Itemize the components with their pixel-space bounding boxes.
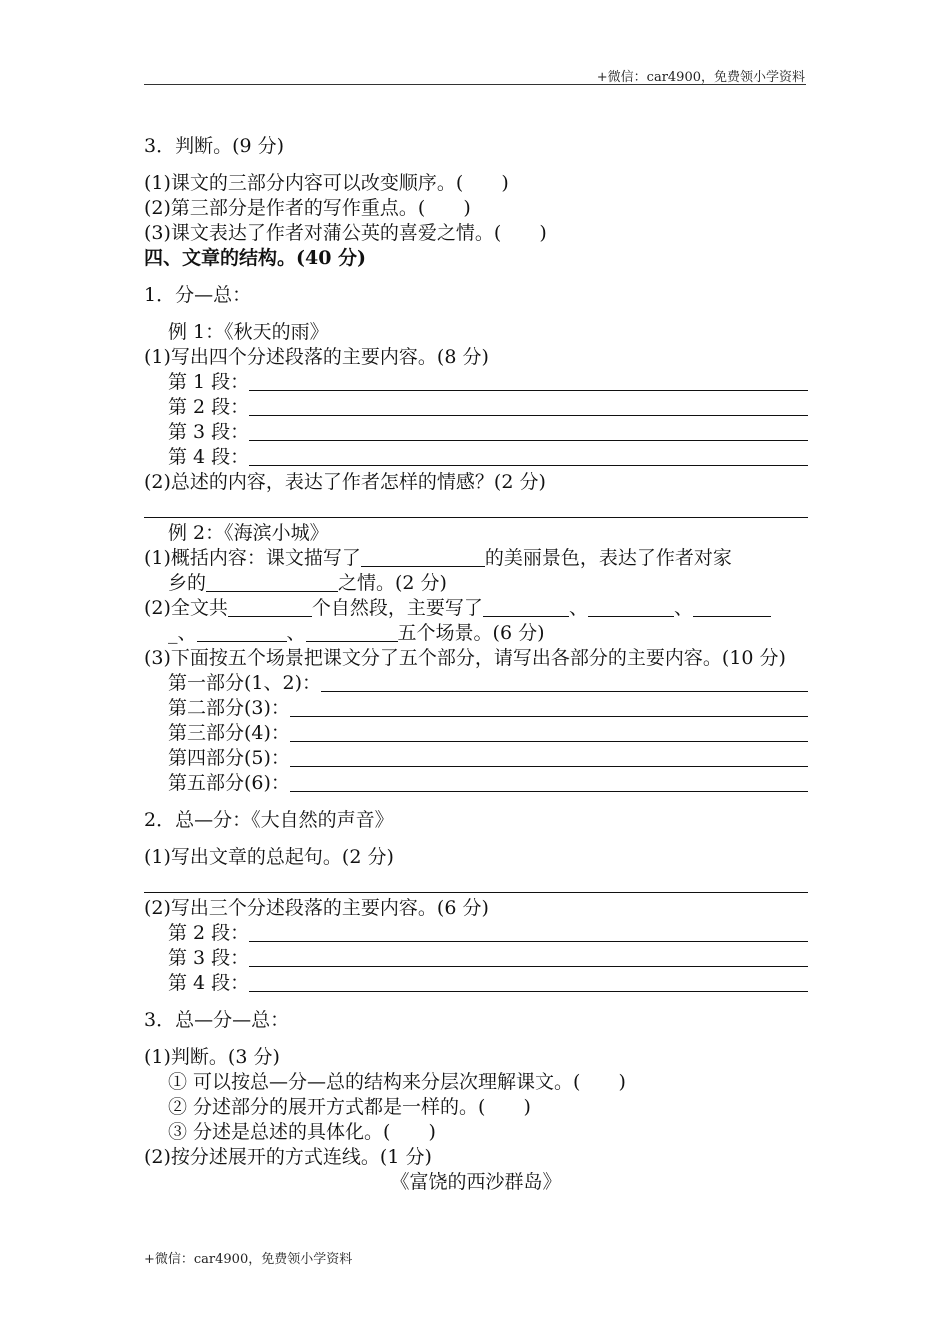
example2-q2-sep-1: 、 bbox=[568, 597, 588, 619]
example2-title: 例 2：《海滨小城》 bbox=[168, 522, 329, 544]
example2-q2-sep-2: 、 bbox=[673, 597, 693, 619]
part3-q2: (2)按分述展开的方式连线。(1 分) bbox=[144, 1146, 432, 1168]
example2-q2-line2 bbox=[144, 621, 808, 646]
part2-title: 2．总—分：《大自然的声音》 bbox=[144, 809, 394, 831]
example2-q2-blank-scene-1[interactable] bbox=[483, 598, 569, 617]
example2-part-1-answer-line[interactable] bbox=[321, 673, 808, 692]
example2-part-2-label: 第二部分(3)： bbox=[168, 697, 290, 719]
part2-para-4-answer-line[interactable] bbox=[249, 973, 808, 992]
part2-q1-answer-line[interactable] bbox=[144, 870, 808, 893]
part3-item-2: ② 分述部分的展开方式都是一样的。( ) bbox=[168, 1096, 531, 1118]
example1-para-3-row bbox=[144, 420, 808, 445]
example2-q2-text-c: _、 bbox=[168, 622, 197, 644]
example2-part-3-label: 第三部分(4)： bbox=[168, 722, 290, 744]
q3-judge-item-1: (1)课文的三部分内容可以改变顺序。( ) bbox=[144, 172, 509, 194]
example1-para-4-row bbox=[144, 445, 808, 470]
part3-item-1: ① 可以按总—分—总的结构来分层次理解课文。( ) bbox=[168, 1071, 626, 1093]
part2-para-3-answer-line[interactable] bbox=[249, 948, 808, 967]
example2-part-1-row bbox=[144, 671, 808, 696]
example2-part-5-row bbox=[144, 771, 808, 796]
part2-para-2-answer-line[interactable] bbox=[249, 923, 808, 942]
example2-q1-text-a: (1)概括内容：课文描写了 bbox=[144, 547, 361, 569]
example2-q2-text-a: (2)全文共 bbox=[144, 597, 228, 619]
part2-q1: (1)写出文章的总起句。(2 分) bbox=[144, 846, 394, 868]
part1-title: 1．分—总： bbox=[144, 284, 252, 306]
part3-title: 3．总—分—总： bbox=[144, 1009, 290, 1031]
example2-q1-text-d: 之情。(2 分) bbox=[338, 572, 447, 594]
example1-para-1-row bbox=[144, 370, 808, 395]
example2-q2-blank-scene-4[interactable] bbox=[197, 623, 287, 642]
q3-judge-item-2: (2)第三部分是作者的写作重点。( ) bbox=[144, 197, 471, 219]
example2-q2-blank-scene-3[interactable] bbox=[693, 598, 771, 617]
example2-q1-blank-1[interactable] bbox=[361, 548, 485, 567]
example2-part-5-label: 第五部分(6)： bbox=[168, 772, 290, 794]
part2-para-4-label: 第 4 段： bbox=[168, 972, 250, 994]
example2-q2-blank-scene-5[interactable] bbox=[306, 623, 398, 642]
part2-para-3-label: 第 3 段： bbox=[168, 947, 250, 969]
part3-book-title: 《富饶的西沙群岛》 bbox=[390, 1171, 562, 1193]
example1-para-4-label: 第 4 段： bbox=[168, 446, 250, 468]
section4-title: 四、文章的结构。(40 分) bbox=[144, 247, 367, 269]
example2-q1-line2 bbox=[144, 571, 808, 596]
q3-judge-title: 3．判断。(9 分) bbox=[144, 135, 285, 157]
example2-part-4-row bbox=[144, 746, 808, 771]
part2-para-2-label: 第 2 段： bbox=[168, 922, 250, 944]
example1-para-3-label: 第 3 段： bbox=[168, 421, 250, 443]
example2-q1-line1 bbox=[144, 546, 808, 571]
example2-part-5-answer-line[interactable] bbox=[290, 773, 808, 792]
example1-para-3-answer-line[interactable] bbox=[249, 422, 808, 441]
example1-para-1-answer-line[interactable] bbox=[249, 372, 808, 391]
example2-part-3-row bbox=[144, 721, 808, 746]
example2-q2-blank-count[interactable] bbox=[228, 598, 312, 617]
part2-para-3-row bbox=[144, 946, 808, 971]
example2-q2-text-b: 个自然段，主要写了 bbox=[311, 597, 483, 619]
example2-q2-sep-3: 、 bbox=[286, 622, 306, 644]
example2-part-4-answer-line[interactable] bbox=[290, 748, 808, 767]
example1-para-1-label: 第 1 段： bbox=[168, 371, 250, 393]
example2-part-1-label: 第一部分(1、2)： bbox=[168, 672, 322, 694]
example2-part-2-answer-line[interactable] bbox=[290, 698, 808, 717]
header-rule bbox=[144, 84, 806, 85]
q3-judge-item-3: (3)课文表达了作者对蒲公英的喜爱之情。( ) bbox=[144, 222, 547, 244]
worksheet-content bbox=[144, 134, 808, 1195]
example2-q1-text-c: 乡的 bbox=[168, 572, 207, 594]
example2-q2-line1 bbox=[144, 596, 808, 621]
example1-q2-answer-line[interactable] bbox=[144, 495, 808, 518]
example1-para-4-answer-line[interactable] bbox=[249, 447, 808, 466]
example2-q1-blank-2[interactable] bbox=[206, 573, 338, 592]
example2-part-2-row bbox=[144, 696, 808, 721]
example2-q2-blank-scene-2[interactable] bbox=[588, 598, 674, 617]
part3-q1: (1)判断。(3 分) bbox=[144, 1046, 280, 1068]
example2-part-3-answer-line[interactable] bbox=[290, 723, 808, 742]
example2-part-4-label: 第四部分(5)： bbox=[168, 747, 290, 769]
example1-q2: (2)总述的内容，表达了作者怎样的情感？(2 分) bbox=[144, 471, 546, 493]
part2-para-2-row bbox=[144, 921, 808, 946]
part3-item-3: ③ 分述是总述的具体化。( ) bbox=[168, 1121, 436, 1143]
footer-text: +微信：car4900，免费领小学资料 bbox=[144, 1252, 353, 1267]
header-text: +微信：car4900，免费领小学资料 bbox=[596, 70, 805, 85]
example1-q1: (1)写出四个分述段落的主要内容。(8 分) bbox=[144, 346, 489, 368]
example1-para-2-row bbox=[144, 395, 808, 420]
example2-q2-text-d: 五个场景。(6 分) bbox=[397, 622, 545, 644]
example1-title: 例 1：《秋天的雨》 bbox=[168, 321, 329, 343]
part2-para-4-row bbox=[144, 971, 808, 996]
part2-q2: (2)写出三个分述段落的主要内容。(6 分) bbox=[144, 897, 489, 919]
example1-para-2-label: 第 2 段： bbox=[168, 396, 250, 418]
example2-q3: (3)下面按五个场景把课文分了五个部分，请写出各部分的主要内容。(10 分) bbox=[144, 647, 786, 669]
example1-para-2-answer-line[interactable] bbox=[249, 397, 808, 416]
example2-q1-text-b: 的美丽景色，表达了作者对家 bbox=[484, 547, 732, 569]
